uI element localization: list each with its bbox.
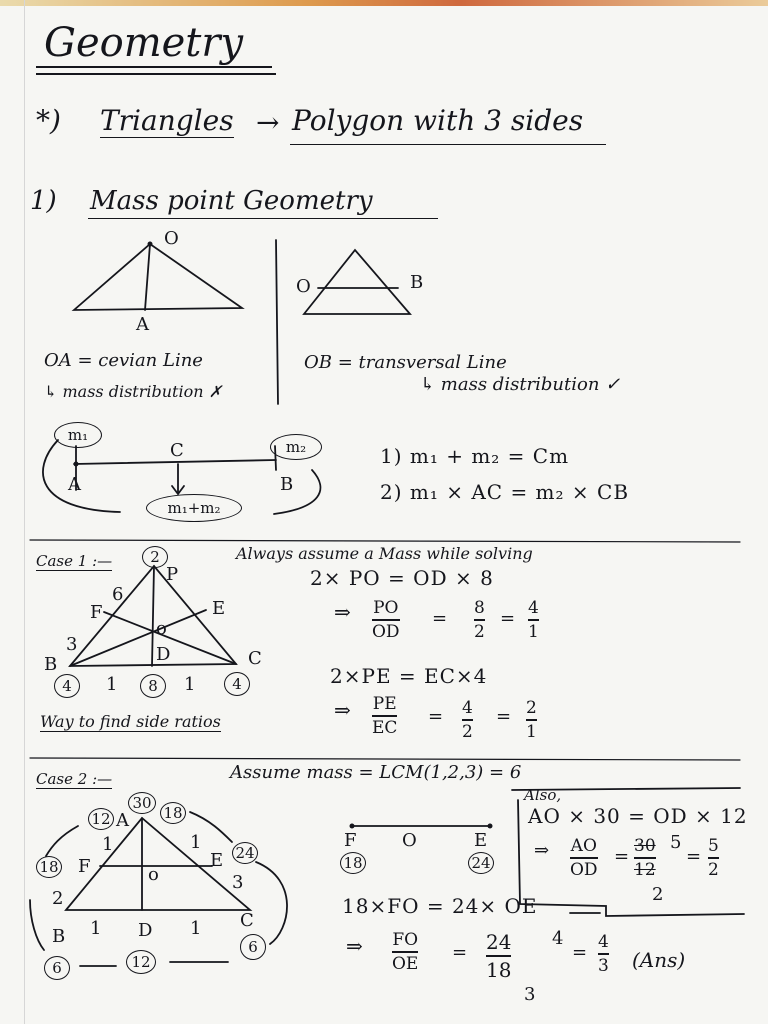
case2-seg-o: O	[402, 830, 417, 851]
case1-eq-sign4: =	[496, 706, 512, 727]
case2-seg-mass-f: 18	[340, 852, 366, 874]
case2-seg-f: F	[344, 830, 357, 851]
case1-label-e: E	[212, 598, 226, 619]
fig1-label-a: A	[136, 314, 149, 335]
case2-frac3-a-small-num: 4	[552, 928, 564, 949]
transversal-note: OB = transversal Line	[304, 352, 507, 373]
case2-seg-e: E	[474, 830, 488, 851]
rule-2: 2) m₁ × AC = m₂ × CB	[380, 480, 630, 504]
case2-mass-f: 18	[36, 856, 62, 878]
lever-mass-sum: m₁+m₂	[146, 494, 242, 522]
case1-cevian-pd	[152, 566, 154, 666]
case1-eq1: 2× PO = OD × 8	[310, 566, 494, 590]
heading-arrow: →	[256, 106, 280, 139]
case1-label: Case 1 :—	[36, 552, 113, 570]
section-title: Mass point Geometry	[90, 186, 373, 216]
case1-len-bd: 1	[106, 674, 118, 695]
case2-arrow-right-curve	[256, 862, 287, 944]
case1-mass-p: 2	[142, 546, 168, 568]
case2-eq3: 18×FO = 24× OE	[342, 894, 538, 918]
case2-frac3-a: 24 18	[486, 930, 512, 982]
bullet-star: *)	[36, 104, 61, 137]
case2-eq-sign3: =	[452, 942, 468, 963]
case2-len-ec: 3	[232, 872, 244, 893]
case1-label-f: F	[90, 602, 103, 623]
case1-side-note: Way to find side ratios	[40, 712, 221, 731]
case1-label-b: B	[44, 654, 58, 675]
case2-frac3-b: 4 3	[598, 932, 609, 976]
case2-label-d: D	[138, 920, 153, 941]
cevian-note: OA = cevian Line	[44, 350, 203, 371]
heading-definition: Polygon with 3 sides	[292, 104, 584, 137]
lever-mass-m1: m₁	[54, 422, 102, 448]
case1-frac1-den: OD	[372, 621, 400, 642]
lever-label-b: B	[280, 474, 294, 495]
case2-eq-sign-box2: =	[686, 846, 702, 867]
case2-frac-box-a-small-den: 2	[652, 884, 664, 905]
lever-label-c: C	[170, 440, 184, 461]
case1-label-p: P	[166, 564, 179, 585]
case2-eq-sign-box1: =	[614, 846, 630, 867]
case2-ans: (Ans)	[632, 948, 686, 972]
case1-frac1	[372, 598, 400, 642]
case2-implies3: ⇒	[346, 934, 363, 958]
case2-label-c: C	[240, 910, 254, 931]
case2-mass-a-right: 18	[160, 802, 186, 824]
case1-eq2: 2×PE = EC×4	[330, 664, 488, 688]
case2-mass-a: 30	[128, 792, 156, 814]
case2-len-dc: 1	[190, 918, 202, 939]
case1-eq-sign3: =	[428, 706, 444, 727]
case2-seg-mass-e: 24	[468, 852, 494, 874]
fig2-label-b: B	[410, 272, 424, 293]
case2-label-o: o	[148, 864, 159, 885]
case2-label-e: E	[210, 850, 224, 871]
case1-frac2: PE EC	[372, 694, 398, 738]
case2-mass-c: 6	[240, 934, 266, 960]
case2-assume-note: Assume mass = LCM(1,2,3) = 6	[230, 762, 522, 783]
case1-eq-sign2: =	[500, 608, 516, 629]
case1-assume-note: Always assume a Mass while solving	[236, 544, 533, 563]
case2-implies-box: ⇒	[534, 840, 550, 861]
lever-label-a: A	[68, 474, 81, 495]
case1-eq-sign1: =	[432, 608, 448, 629]
fig1-label-o: O	[164, 228, 179, 249]
case2-eq-sign4: =	[572, 942, 588, 963]
case2-frac-box-b: 5 2	[708, 836, 719, 880]
case1-len-6: 6	[112, 584, 124, 605]
case1-len-3: 3	[66, 634, 78, 655]
fig2-label-o: O	[296, 276, 311, 297]
rule-1: 1) m₁ + m₂ = Cm	[380, 444, 570, 468]
case2-label: Case 2 :—	[36, 770, 113, 788]
case2-label-f: F	[78, 856, 91, 877]
case2-arrow-a-left	[46, 826, 78, 856]
case1-label-o: o	[156, 618, 167, 639]
case1-mass-c: 4	[224, 672, 250, 696]
heading-triangles: Triangles	[100, 104, 234, 137]
case1-implies2: ⇒	[334, 698, 351, 722]
rule-case2	[30, 758, 740, 760]
case2-label-b: B	[52, 926, 66, 947]
case2-frac-box-a: 30 12	[634, 836, 656, 880]
case2-also: Also,	[524, 786, 562, 804]
case2-frac-box-a-small-num: 5	[670, 832, 682, 853]
case1-len-dc: 1	[184, 674, 196, 695]
case2-mass-d: 12	[126, 950, 156, 974]
section-number: 1)	[30, 186, 57, 216]
case2-mass-e: 24	[232, 842, 258, 864]
case2-label-a: A	[116, 810, 129, 831]
case2-len-ae: 1	[190, 832, 202, 853]
case1-label-d: D	[156, 644, 171, 665]
lever-curve-left	[43, 440, 120, 512]
case1-frac2-a: 4 2	[462, 698, 473, 742]
case1-frac2-b: 2 1	[526, 698, 537, 742]
case1-mass-d: 8	[140, 674, 166, 698]
transversal-mass-note: ↳ mass distribution ✓	[420, 374, 621, 395]
case1-mass-b: 4	[54, 674, 80, 698]
case1-label-c: C	[248, 648, 262, 669]
rule-case1	[30, 540, 740, 542]
case2-len-fb: 2	[52, 888, 64, 909]
case2-arrow-left-curve	[30, 900, 44, 950]
case2-frac3: FO OE	[392, 930, 419, 974]
cevian-line	[145, 244, 150, 310]
case2-len-bd: 1	[90, 918, 102, 939]
case2-frac-box: AO OD	[570, 836, 598, 880]
cevian-mass-note: ↳ mass distribution ✗	[44, 382, 222, 401]
case1-frac1-num: PO	[373, 598, 399, 618]
lever-mass-m2: m₂	[270, 434, 322, 460]
case1-frac1-a: 8 2	[474, 598, 485, 642]
cevian-triangle	[74, 244, 242, 310]
case2-eq-box: AO × 30 = OD × 12	[528, 804, 748, 828]
transversal-triangle	[304, 250, 410, 314]
case2-mass-a-left: 12	[88, 808, 114, 830]
case2-mass-b: 6	[44, 956, 70, 980]
section-divider	[276, 240, 278, 404]
case2-len-af: 1	[102, 834, 114, 855]
case1-implies1: ⇒	[334, 600, 351, 624]
case2-frac3-a-small-den: 3	[524, 984, 536, 1005]
page-title: Geometry	[44, 20, 244, 66]
case1-frac1-b: 4 1	[528, 598, 539, 642]
